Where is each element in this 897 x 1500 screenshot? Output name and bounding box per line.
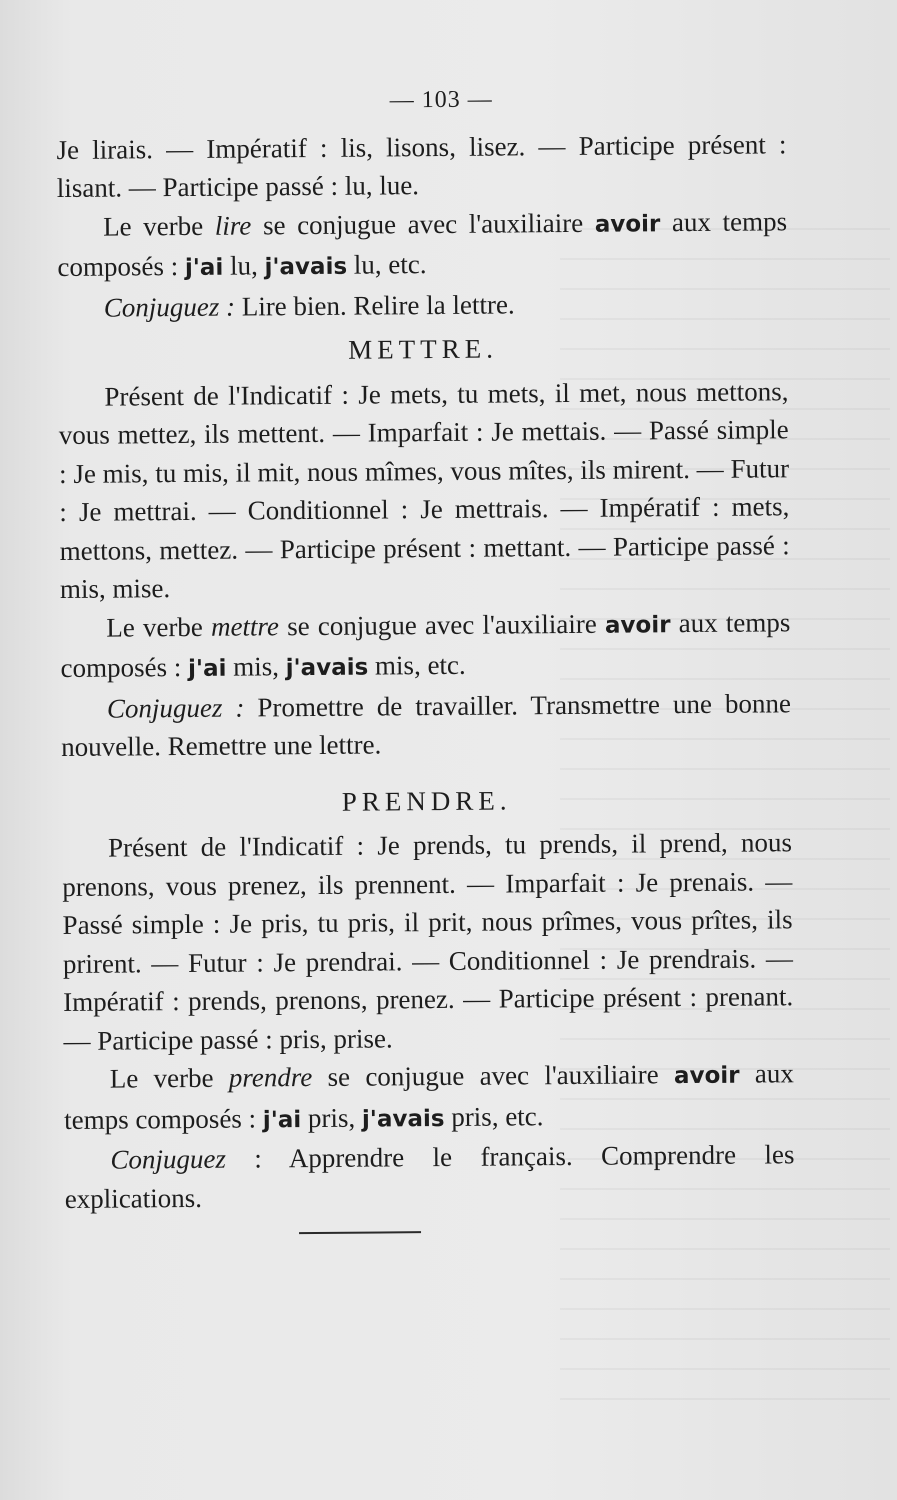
section-heading-prendre: PRENDRE.: [341, 784, 512, 817]
verb-name: prendre: [228, 1062, 313, 1093]
prendre-conjugation: Présent de l'Indicatif : Je prends, tu prends, il prend, nous prenons, vous prenez, ils prennent. — Imparfait : Je prenais. — Passé simple : Je pris, tu pris, il prit, nous prîmes, vous prîtes, ils prirent. — Futur : Je prendrai. — Conditionnel : Je prendrais. — Impératif : prends, prenons, prenez. — Participe présent : prenant. — Participe passé : pris, prise.: [62, 827, 794, 1056]
auxiliary-avoir: avoir: [594, 210, 661, 238]
exercise-label: Conjuguez :: [103, 291, 236, 323]
lire-exercise: Conjuguez : Lire bien. Relire la lettre.: [103, 288, 515, 323]
end-rule: [299, 1231, 421, 1234]
mettre-conjugation: Présent de l'Indicatif : Je mets, tu mets, il met, nous mettons, vous mettez, ils mettent. — Imparfait : Je mettais. — Passé simple : Je mis, tu mis, il mit, nous mîmes, vous mîtes, ils mirent. — Futur : Je mettrai. — Conditionnel : Je mettrais. — Impératif : mets, mettons, mettez. — Participe présent : mettant. — Participe passé : mis, mise.: [58, 375, 790, 604]
verb-name: mettre: [210, 610, 280, 642]
prendre-auxiliary-note: Le verbe prendre se conjugue avec l'auxiliaire avoir aux temps composés : j'ai pris, j'avais pris, etc.: [64, 1058, 794, 1135]
section-heading-mettre: METTRE.: [348, 333, 499, 365]
mettre-auxiliary-note: Le verbe mettre se conjugue avec l'auxiliaire avoir aux temps composés : j'ai mis, j'avais mis, etc.: [60, 606, 791, 683]
auxiliary-avoir: avoir: [604, 611, 671, 639]
prendre-exercise: Conjuguez : Apprendre le français. Comprendre les explications.: [64, 1139, 795, 1214]
page-content: [56, 78, 795, 1236]
auxiliary-avoir: avoir: [673, 1062, 740, 1090]
verb-name: lire: [214, 209, 252, 241]
mettre-exercise: Conjuguez : Promettre de travailler. Transmettre une bonne nouvelle. Remettre une lettre.: [61, 687, 792, 762]
lire-conjugation: Je lirais. — Impératif : lis, lisons, lisez. — Participe présent : lisant. — Participe passé : lu, lue.: [56, 128, 787, 203]
exercise-label: Conjuguez: [110, 1143, 227, 1175]
lire-auxiliary-note: Le verbe lire se conjugue avec l'auxiliaire avoir aux temps composés : j'ai lu, j'avais lu, etc.: [57, 205, 788, 282]
page-number: — 103 —: [389, 86, 493, 114]
exercise-label: Conjuguez :: [106, 692, 245, 724]
